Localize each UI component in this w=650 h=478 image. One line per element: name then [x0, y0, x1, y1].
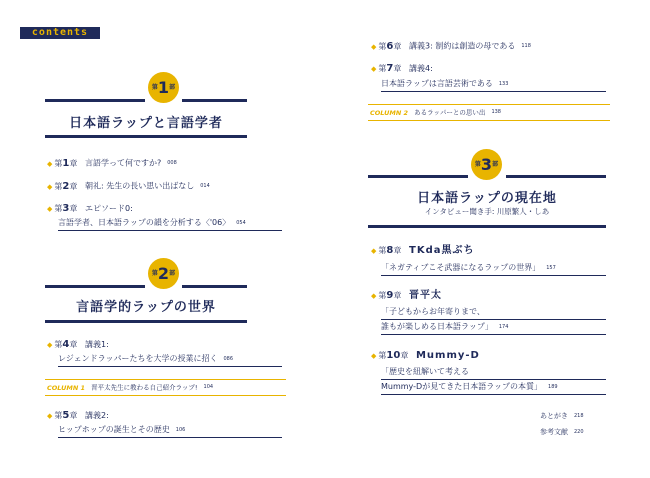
- bullet-icon: ◆: [47, 412, 53, 420]
- bullet-icon: ◆: [47, 341, 53, 349]
- part3-title: 日本語ラップの現在地: [417, 191, 557, 206]
- chapter-8-title: 「ネガティブこそ武器になるラップの世界」: [381, 263, 541, 272]
- chapter-10-title-1: 「歴史を紐解いて考える: [381, 367, 469, 376]
- chapter-7[interactable]: ◆ 第7章 講義4:: [371, 63, 433, 74]
- chapter-7-page: 133: [498, 80, 509, 87]
- chapter-8[interactable]: ◆ 第8章 TKda黒ぶち: [371, 245, 475, 256]
- column-1-label: COLUMN 1: [47, 383, 86, 392]
- part1-badge: 第1部: [148, 72, 179, 103]
- chapter-9-title-2: 誰もが楽しめる日本語ラップ」: [381, 322, 493, 331]
- chapter-3-heading: エピソード0:: [85, 204, 133, 213]
- chapter-4-page: 086: [223, 355, 234, 362]
- chapter-9-title-line1: [381, 306, 606, 320]
- references-label: 参考文献: [540, 428, 568, 436]
- column-2-title: あるラッパーとの思い出: [414, 108, 486, 117]
- chapter-9[interactable]: ◆ 第9章 晋平太: [371, 290, 442, 301]
- part1-title: 日本語ラップと言語学者: [69, 116, 223, 131]
- part2-badge: 第2部: [148, 258, 179, 289]
- part1-line-bottom: [45, 135, 247, 138]
- references[interactable]: [540, 426, 584, 438]
- chapter-10-title-line2: [381, 381, 606, 395]
- chapter-10-title-line1: [381, 366, 606, 380]
- part3-badge: 第3部: [471, 149, 502, 180]
- chapter-8-title-line: [381, 262, 606, 276]
- chapter-3[interactable]: ◆ 第3章 エピソード0:: [47, 203, 133, 214]
- chapter-5-title-line: [58, 424, 282, 438]
- bullet-icon: ◆: [371, 42, 377, 51]
- references-page: 220: [574, 429, 584, 435]
- chapter-1[interactable]: ◆ 第1章 言語学って何ですか? 008: [47, 157, 177, 169]
- chapter-10-title-2: Mummy-Dが見てきた日本語ラップの本質」: [381, 382, 543, 391]
- chapter-5[interactable]: ◆ 第5章 講義2:: [47, 410, 109, 421]
- afterword-label: あとがき: [540, 412, 568, 420]
- bullet-icon: ◆: [371, 65, 377, 73]
- column-2-page: 138: [491, 109, 501, 115]
- chapter-9-title-1: 「子どもからお年寄りまで、: [381, 307, 485, 316]
- part1-line-right: [182, 99, 247, 102]
- part3-line-left: [368, 175, 468, 178]
- chapter-10-heading: Mummy-D: [415, 350, 480, 361]
- column-1-page: 104: [203, 384, 214, 390]
- part1-line-left: [45, 99, 145, 102]
- chapter-5-page: 106: [175, 426, 186, 433]
- chapter-9-page: 174: [498, 323, 509, 330]
- bullet-icon: ◆: [371, 352, 377, 360]
- part2-title: 言語学的ラップの世界: [76, 300, 216, 315]
- column-1-title: 晋平太先生に教わる自己紹介ラップ!: [91, 383, 198, 392]
- afterword[interactable]: [540, 410, 584, 422]
- chapter-8-heading: TKda黒ぶち: [409, 245, 475, 256]
- chapter-8-page: 157: [546, 264, 556, 271]
- chapter-3-title-line: [58, 217, 282, 231]
- chapter-4-title-line: [58, 353, 282, 367]
- bullet-icon: ◆: [47, 205, 53, 213]
- bullet-icon: ◆: [47, 159, 53, 168]
- column-2[interactable]: [368, 104, 610, 121]
- chapter-10-page: 189: [548, 383, 558, 390]
- chapter-9-heading: 晋平太: [409, 290, 442, 301]
- chapter-6[interactable]: ◆ 第6章 講義3: 制約は創造の母である 118: [371, 40, 531, 52]
- part2-line-left: [45, 285, 145, 288]
- part2-line-bottom: [45, 320, 247, 323]
- chapter-3-page: 054: [236, 219, 246, 226]
- chapter-2[interactable]: ◆ 第2章 朝礼: 先生の長い思い出ばなし 014: [47, 180, 210, 192]
- afterword-page: 218: [574, 413, 584, 419]
- chapter-7-title-line: [381, 78, 606, 92]
- part3-line-bottom: [368, 225, 606, 228]
- chapter-5-heading: 講義2:: [85, 411, 109, 420]
- chapter-7-title: 日本語ラップは言語芸術である: [381, 79, 493, 88]
- column-1[interactable]: [45, 379, 286, 396]
- chapter-10[interactable]: ◆ 第10章 Mummy-D: [371, 350, 480, 361]
- bullet-icon: ◆: [371, 247, 377, 255]
- chapter-3-title: 言語学者、日本語ラップの韻を分析する〈'06〉: [58, 218, 231, 227]
- bullet-icon: ◆: [371, 292, 377, 300]
- part3-subtitle: インタビュー聞き手: 川原繁人・しあ: [424, 207, 550, 216]
- column-2-label: COLUMN 2: [370, 108, 409, 117]
- part2-line-right: [182, 285, 247, 288]
- chapter-7-heading: 講義4:: [409, 64, 433, 73]
- bullet-icon: ◆: [47, 182, 53, 191]
- contents-label: contents: [20, 27, 100, 39]
- chapter-2-page: 014: [200, 183, 210, 189]
- chapter-6-title: 講義3: 制約は創造の母である: [409, 41, 516, 51]
- chapter-5-title: ヒップホップの誕生とその歴史: [58, 425, 170, 434]
- chapter-6-page: 118: [521, 43, 531, 49]
- chapter-4-heading: 講義1:: [85, 340, 109, 349]
- chapter-9-title-line2: [381, 321, 606, 335]
- chapter-4-title: レジェンドラッパーたちを大学の授業に招く: [58, 354, 218, 363]
- chapter-1-page: 008: [167, 160, 177, 166]
- part3-line-right: [506, 175, 606, 178]
- chapter-1-title: 言語学って何ですか?: [85, 158, 162, 168]
- chapter-4[interactable]: ◆ 第4章 講義1:: [47, 339, 109, 350]
- chapter-2-title: 朝礼: 先生の長い思い出ばなし: [85, 181, 195, 191]
